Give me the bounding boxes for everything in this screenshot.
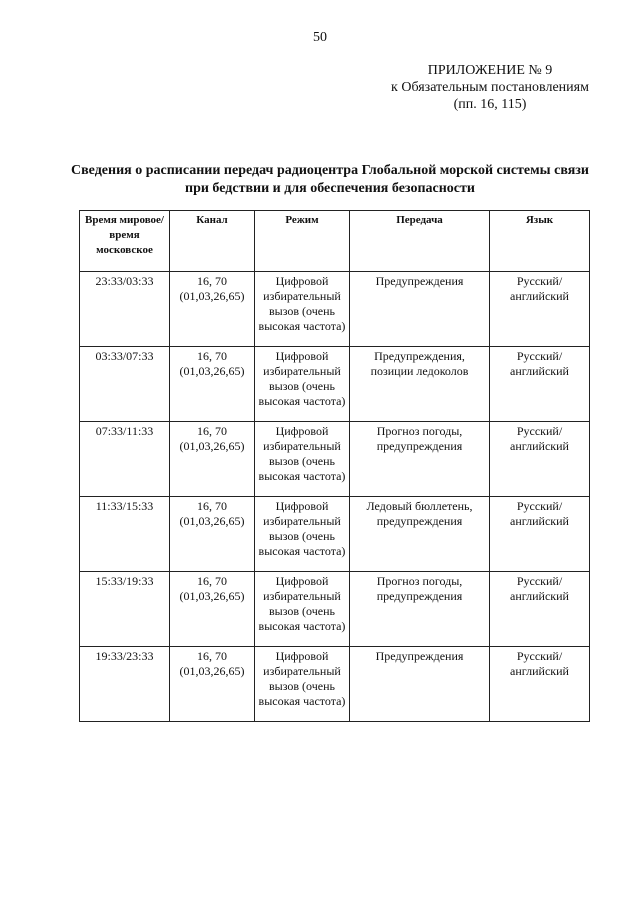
cell-mode: Цифровой избирательный вызов (очень высокая частота) <box>255 422 350 497</box>
cell-mode: Цифровой избирательный вызов (очень высокая частота) <box>255 572 350 647</box>
cell-language: Русский/ английский <box>490 497 590 572</box>
cell-channel: 16, 70 (01,03,26,65) <box>170 422 255 497</box>
cell-mode: Цифровой избирательный вызов (очень высокая частота) <box>255 347 350 422</box>
cell-time: 07:33/11:33 <box>80 422 170 497</box>
cell-language: Русский/ английский <box>490 347 590 422</box>
cell-transmission: Предупреждения <box>350 272 490 347</box>
cell-time: 15:33/19:33 <box>80 572 170 647</box>
cell-channel: 16, 70 (01,03,26,65) <box>170 572 255 647</box>
cell-language: Русский/ английский <box>490 272 590 347</box>
appendix-reference: к Обязательным постановлениям <box>391 80 589 95</box>
cell-transmission: Ледовый бюллетень, предупреждения <box>350 497 490 572</box>
header-mode: Режим <box>255 211 350 272</box>
header-channel: Канал <box>170 211 255 272</box>
appendix-title: ПРИЛОЖЕНИЕ № 9 <box>427 63 553 78</box>
cell-transmission: Предупреждения, позиции ледоколов <box>350 347 490 422</box>
cell-time: 19:33/23:33 <box>80 647 170 722</box>
table-row <box>80 347 590 422</box>
cell-transmission: Прогноз погоды, предупреждения <box>350 572 490 647</box>
cell-transmission: Предупреждения <box>350 647 490 722</box>
header-transmission: Передача <box>350 211 490 272</box>
table-row <box>80 272 590 347</box>
cell-language: Русский/ английский <box>490 647 590 722</box>
cell-time: 11:33/15:33 <box>80 497 170 572</box>
cell-transmission: Прогноз погоды, предупреждения <box>350 422 490 497</box>
cell-mode: Цифровой избирательный вызов (очень высокая частота) <box>255 272 350 347</box>
cell-channel: 16, 70 (01,03,26,65) <box>170 272 255 347</box>
schedule-table <box>79 210 590 722</box>
cell-channel: 16, 70 (01,03,26,65) <box>170 347 255 422</box>
header-time: Время мировое/ время московское <box>80 211 170 272</box>
cell-mode: Цифровой избирательный вызов (очень высокая частота) <box>255 647 350 722</box>
document-title-line-2: при бедствии и для обеспечения безопасности <box>185 181 475 196</box>
header-language: Язык <box>490 211 590 272</box>
appendix-block <box>380 62 600 113</box>
cell-time: 23:33/03:33 <box>80 272 170 347</box>
document-title-line-1: Сведения о расписании передач радиоцентра Глобальной морской системы связи <box>71 163 589 178</box>
table-row <box>80 647 590 722</box>
appendix-paragraphs: (пп. 16, 115) <box>453 97 527 112</box>
cell-time: 03:33/07:33 <box>80 347 170 422</box>
document-title <box>60 162 600 198</box>
table-row <box>80 422 590 497</box>
cell-language: Русский/ английский <box>490 572 590 647</box>
table-row <box>80 572 590 647</box>
table-header-row <box>80 211 590 272</box>
cell-mode: Цифровой избирательный вызов (очень высокая частота) <box>255 497 350 572</box>
cell-channel: 16, 70 (01,03,26,65) <box>170 497 255 572</box>
page-number: 50 <box>313 30 327 45</box>
cell-language: Русский/ английский <box>490 422 590 497</box>
cell-channel: 16, 70 (01,03,26,65) <box>170 647 255 722</box>
table-row <box>80 497 590 572</box>
